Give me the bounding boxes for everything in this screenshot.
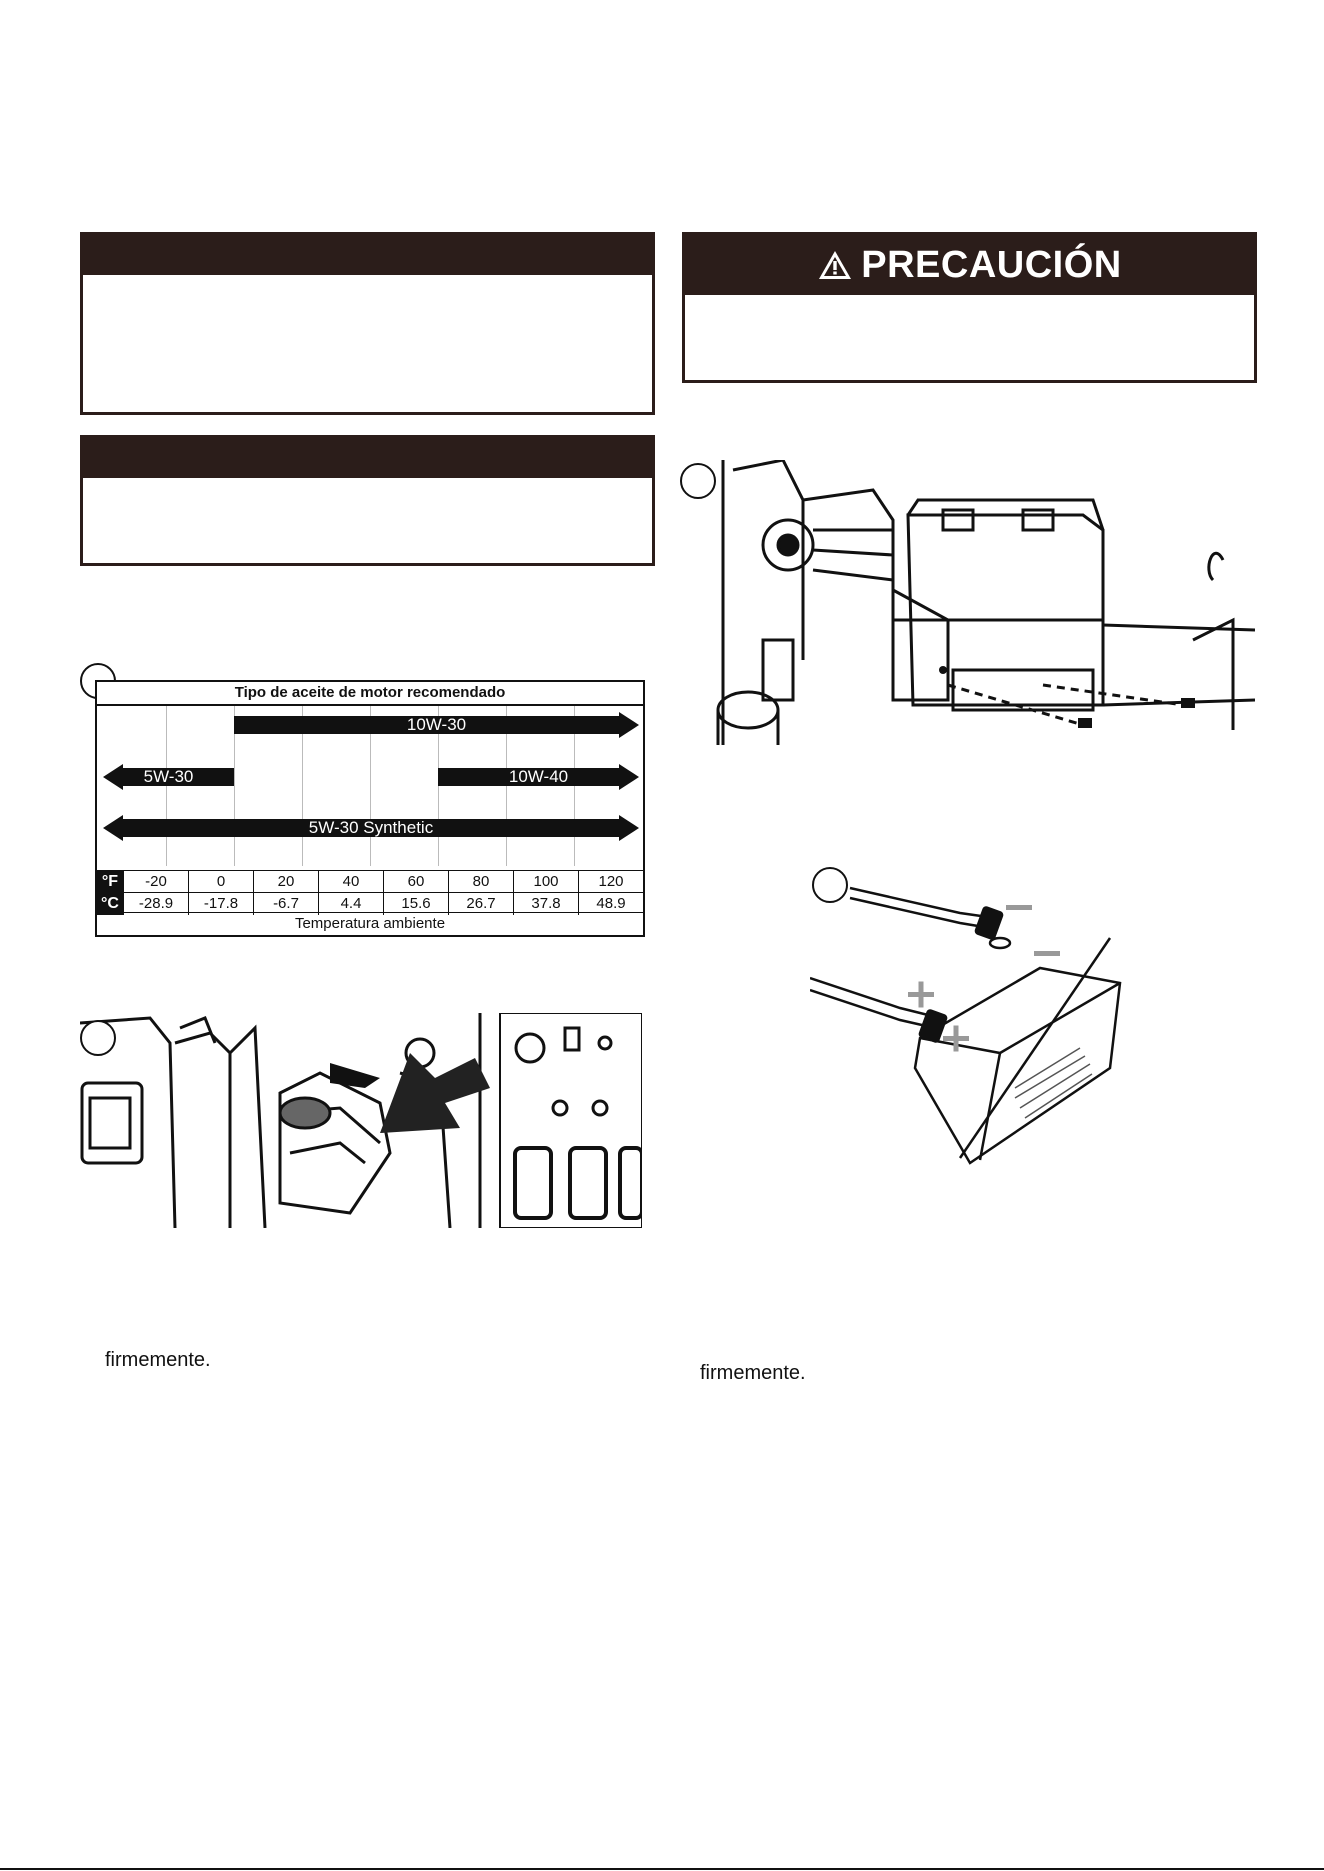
battery-cables-illustration	[810, 868, 1140, 1178]
celsius-cell: 4.4	[318, 893, 383, 915]
battery-bracket-illustration	[693, 460, 1255, 745]
caption-right: firmemente.	[700, 1362, 806, 1384]
oil-chart	[95, 680, 645, 937]
fahrenheit-cell: 80	[448, 871, 513, 893]
fahrenheit-cell: -20	[123, 871, 188, 893]
notice-box-1	[80, 232, 655, 415]
grade-arrow-10w30	[234, 712, 639, 738]
celsius-cell: 26.7	[448, 893, 513, 915]
celsius-cell: -6.7	[253, 893, 318, 915]
precaution-box	[682, 232, 1257, 383]
celsius-cell: 37.8	[513, 893, 578, 915]
oil-chart-title: Tipo de aceite de motor recomendado	[97, 682, 643, 706]
figure-badge-oil-fill	[80, 1020, 116, 1056]
fahrenheit-row	[97, 870, 643, 893]
fahrenheit-unit: °F	[97, 871, 123, 893]
precaution-header	[685, 235, 1254, 295]
figure-badge-battery-bracket	[680, 463, 716, 499]
figure-badge-battery-cables	[812, 867, 848, 903]
fahrenheit-cell: 100	[513, 871, 578, 893]
fahrenheit-cell: 120	[578, 871, 643, 893]
grade-label-5w30: 5W-30	[143, 767, 194, 786]
fahrenheit-cell: 60	[383, 871, 448, 893]
warning-triangle-icon	[817, 249, 853, 281]
celsius-cell: 15.6	[383, 893, 448, 915]
grade-label-5w30-synthetic: 5W-30 Synthetic	[308, 818, 434, 837]
fahrenheit-cell: 20	[253, 871, 318, 893]
grade-label-10w30: 10W-30	[406, 715, 467, 734]
grade-arrow-5w30-synthetic	[103, 815, 639, 841]
celsius-cell: 48.9	[578, 893, 643, 915]
caption-left: firmemente.	[105, 1349, 211, 1371]
oil-chart-footer: Temperatura ambiente	[97, 912, 643, 935]
precaution-title: PRECAUCIÓN	[861, 243, 1122, 286]
celsius-cell: -17.8	[188, 893, 253, 915]
grade-arrow-10w40	[438, 764, 639, 790]
celsius-cell: -28.9	[123, 893, 188, 915]
grade-arrow-5w30	[103, 764, 234, 790]
notice-box-1-header	[83, 235, 652, 275]
grade-label-10w40: 10W-40	[508, 767, 569, 786]
oil-fill-illustration	[80, 1013, 642, 1228]
notice-box-2	[80, 435, 655, 566]
page-bottom-rule	[0, 1868, 1324, 1870]
fahrenheit-cell: 40	[318, 871, 383, 893]
celsius-unit: °C	[97, 893, 123, 915]
fahrenheit-cell: 0	[188, 871, 253, 893]
notice-box-2-header	[83, 438, 652, 478]
